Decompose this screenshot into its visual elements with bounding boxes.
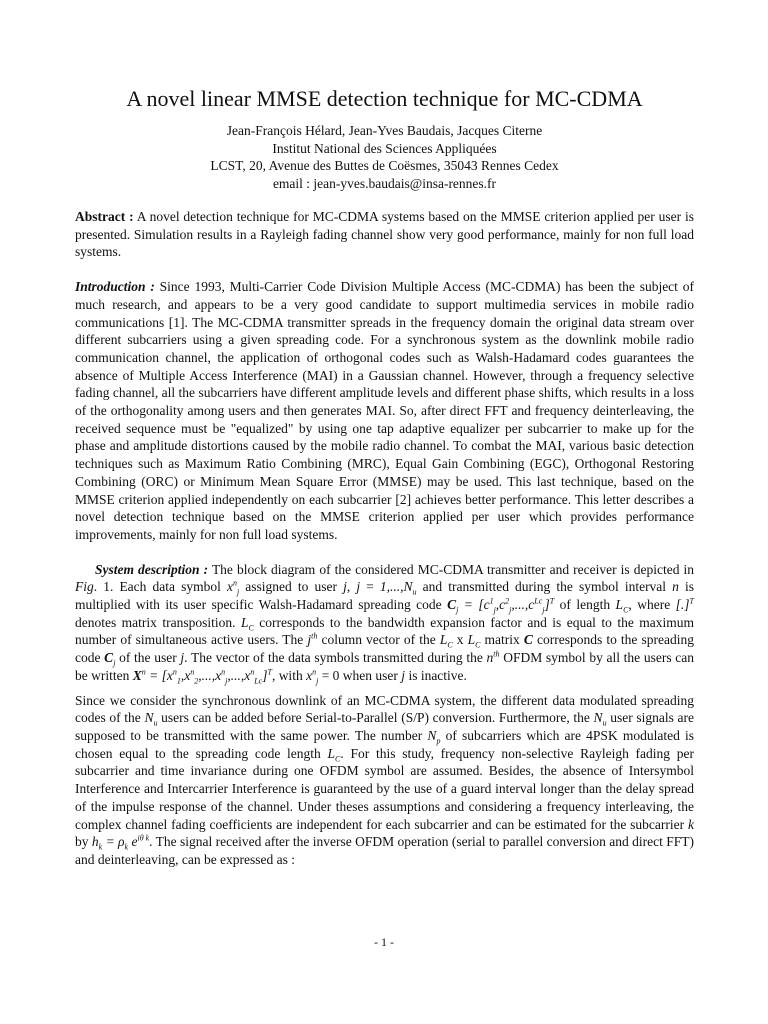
math-symbol: j xyxy=(180,650,185,666)
channel-text: . For this study, frequency non-selective Rayleigh fading per subcarrier and time invariance during one OFDM symbol are assumed. Besides, the absence of Intersymbol Interference and Intercarrier Interference is guaranteed by the use of a guard interval longer than the delay spread of the impulse response of the channel. Under theses assumptions and considering a frequency interleaving, the complex channel fading coefficients are independent for each subcarrier and can be estimated for the subcarrier xyxy=(75,745,694,832)
math-symbol: j xyxy=(401,667,406,683)
math-symbol: $x^n_j$ xyxy=(226,578,240,598)
math-symbol: $N_u$ xyxy=(144,710,158,728)
system-text: = 0 when user xyxy=(318,667,402,683)
system-text: The block diagram of the considered MC-CDMA transmitter and receiver is depicted in xyxy=(208,561,694,577)
math-symbol: $N_u$ xyxy=(593,710,607,728)
paper-page xyxy=(75,84,694,869)
system-text: corresponds to the spreading code xyxy=(75,632,695,666)
math-symbol: $L_C$ xyxy=(467,632,481,651)
system-text: , where xyxy=(628,597,676,613)
math-symbol: $L_C$ xyxy=(327,745,341,764)
system-text: of length xyxy=(554,597,616,613)
math-symbol: j xyxy=(343,579,347,595)
system-text: column vector of the xyxy=(317,632,440,648)
author-block xyxy=(75,122,694,192)
author-names: Jean-François Hélard, Jean-Yves Baudais, Jacques Citerne xyxy=(226,123,543,138)
system-text: assigned to user xyxy=(239,579,344,595)
math-symbol: $N_p$ xyxy=(427,727,441,746)
page-number: - 1 - xyxy=(374,935,394,949)
system-description-paragraph: System description : The block diagram of the considered MC-CDMA transmitter and receiver is depicted in Fig. 1. Each data symbol $x^n_j$ assigned to user j, $j = 1,...,N_u$ and transmitted during the symbol interval n is multiplied with its user specific Walsh-Hadamard spreading code $C_j = [c^1_j,c^2_j,...,c^{Lc}_j]^T$ of length $L_C$, where [.]$^T$ denotes matrix transposition. $L_C$ corresponds to the bandwidth expansion factor and is equal to the maximum number of simultaneous active users. The $j^{th}$ column vector of the $L_C$ x $L_C$ matrix C corresponds to the spreading code $C_j$ of the user j. The vector of the data symbols transmitted during the $n^{th}$ OFDM symbol by all the users can be written $X^n = [x^n_1,x^n_2,...,x^n_j,...,x^n_{Lc}]^T$, with $x^n_j = 0$ when user j is inactive. xyxy=(75,561,695,686)
system-description-label: System description : xyxy=(95,561,209,577)
system-text: , with xyxy=(271,667,307,683)
system-text: . 1. Each data symbol xyxy=(93,579,227,595)
introduction-text: Since 1993, Multi-Carrier Code Division Multiple Access (MC-CDMA) has been the subject of much research, and appears to be a very good candidate to support multimedia services in mobile radio communications [1]. The MC-CDMA transmitter spreads in the frequency domain the original data stream over different subcarriers using a given spreading code. For a synchronous system as the downlink mobile radio communication channel, the application of orthogonal codes such as Walsh-Hadamard codes guarantees the absence of Multiple Access Interference (MAI) in a Gaussian channel. However, through a frequency selective fading channel, all the subcarriers have different amplitude levels and different phase shifts, which results in a loss of the orthogonality among users and then generates MAI. So, after direct FFT and frequency deinterleaving, the received sequence must be "equalized" by using one tap adaptive equalizer per subcarrier to make up for the phase and amplitude distortions caused by the mobile radio channel. To combat the MAI, various basic detection techniques such as Maximum Ratio Combining (MRC), Equal Gain Combining (EGC), Orthogonal Restoring Combining (ORC) or Minimum Mean Square Error (MMSE) may be used. This last technique, based on the MMSE criterion applied independently on each subcarrier [2] achieves better performance. This letter describes a novel detection technique based on the MMSE criterion applied per user which provides performance improvements, mainly for non full load systems. xyxy=(75,279,694,542)
introduction-paragraph xyxy=(75,278,694,544)
math-symbol: j xyxy=(356,579,361,595)
system-text: of the user xyxy=(115,650,181,666)
abstract-label: Abstract : xyxy=(75,209,134,224)
paper-title: A novel linear MMSE detection technique for MC-CDMA xyxy=(126,86,643,111)
math-symbol: $L_C$ xyxy=(615,597,629,615)
channel-text: of subcarriers which are 4PSK modulated is chosen equal to the spreading code length xyxy=(75,727,695,761)
math-symbol: $n^{th}$ xyxy=(486,649,500,666)
author-institute: Institut National des Sciences Appliquées xyxy=(272,140,497,156)
system-text: . The vector of the data symbols transmitted during the xyxy=(184,650,487,666)
figure-reference: Fig xyxy=(75,579,94,595)
math-symbol: $L_C$ xyxy=(240,614,254,633)
abstract-paragraph xyxy=(75,208,694,261)
author-address: LCST, 20, Avenue des Buttes de Coësmes, 35043 Rennes Cedex xyxy=(210,158,559,173)
system-text: is inactive. xyxy=(405,667,467,683)
channel-text: Since we consider the synchronous downlink of an MC-CDMA system, the different data modulated spreading codes of the xyxy=(75,692,694,726)
introduction-label: Introduction : xyxy=(75,279,155,295)
math-symbol: n xyxy=(672,579,679,595)
system-text: is multiplied with its user specific Walsh-Hadamard spreading code xyxy=(75,579,695,613)
channel-model-paragraph xyxy=(75,692,694,869)
math-symbol: $C_j = [c^1_j,c^2_j,...,c^{Lc}_j]^T$ xyxy=(447,596,555,615)
math-symbol: [.]$^T$ xyxy=(675,596,694,613)
math-symbol: $h_k = \rho_k$ $e^{i\theta k}$ xyxy=(91,833,150,852)
channel-text: users can be added before Serial-to-Parallel (S/P) conversion. Furthermore, the xyxy=(157,710,594,726)
math-symbol: C xyxy=(523,632,533,648)
math-symbol: $j^{th}$ xyxy=(307,631,318,648)
math-symbol: $x^n_j$ xyxy=(306,667,319,686)
channel-text: by xyxy=(75,834,92,850)
abstract-text: A novel detection technique for MC-CDMA systems based on the MMSE criterion applied per user is presented. Simulation results in a Rayleigh fading channel show very good performance, mainly for non full load systems. xyxy=(75,209,694,260)
channel-text: user signals are supposed to be transmitted with the same power. The number xyxy=(75,710,695,743)
system-text: denotes matrix transposition. xyxy=(75,614,241,630)
author-email: email : jean-yves.baudais@insa-rennes.fr xyxy=(272,175,497,191)
math-symbol: k xyxy=(688,816,694,832)
system-text: OFDM symbol by all the users can be written xyxy=(75,650,695,683)
system-text: matrix xyxy=(480,632,524,648)
math-symbol: $X^n = [x^n_1,x^n_2,...,x^n_j,...,x^n_{Lc}]^T$ xyxy=(132,667,272,686)
math-symbol: $L_C$ xyxy=(439,632,453,651)
math-symbol: $C_j$ xyxy=(104,650,116,668)
channel-text: . The signal received after the inverse OFDM operation (serial to parallel conversion and direct FFT) and deinterleaving, can be expressed as : xyxy=(75,834,694,867)
system-text: corresponds to the bandwidth expansion factor and is equal to the maximum number of simultaneous active users. The xyxy=(75,614,694,648)
math-symbol: $1,...,N_u$ xyxy=(379,579,417,598)
system-text: and transmitted during the symbol interval xyxy=(416,579,673,595)
